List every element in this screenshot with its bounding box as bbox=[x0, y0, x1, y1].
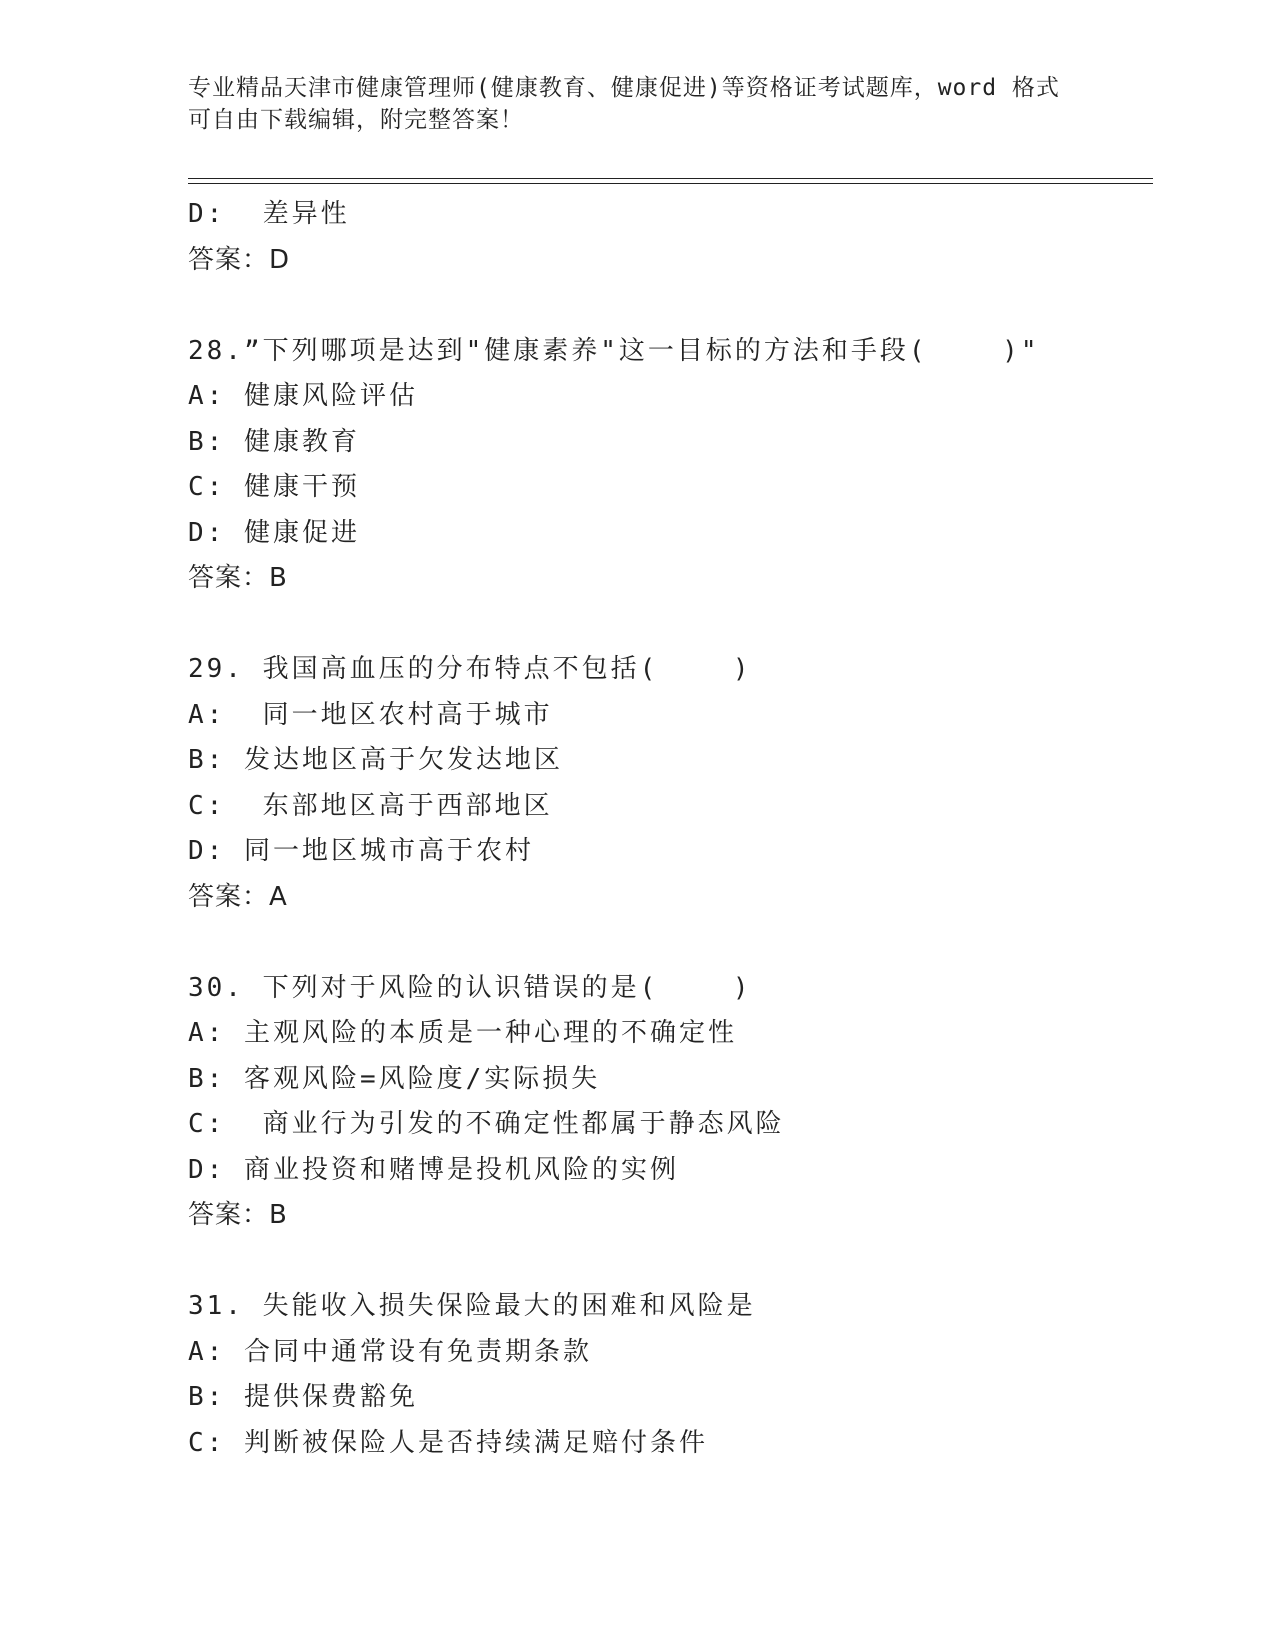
option-c: C: 商业行为引发的不确定性都属于静态风险 bbox=[188, 1109, 785, 1139]
option-d: D: 同一地区城市高于农村 bbox=[188, 836, 534, 866]
answer-line: 答案：B bbox=[188, 1200, 288, 1230]
header-line-2: 可自由下载编辑，附完整答案！ bbox=[188, 107, 524, 133]
answer-line: 答案：A bbox=[188, 881, 288, 912]
spacer bbox=[188, 602, 1148, 648]
option-b: B: 客观风险=风险度/实际损失 bbox=[188, 1063, 601, 1094]
document-header bbox=[188, 72, 1088, 136]
spacer bbox=[188, 1239, 1148, 1285]
option-a: A: 同一地区农村高于城市 bbox=[188, 699, 553, 730]
option-d: D: 差异性 bbox=[188, 199, 350, 229]
question-31 bbox=[188, 1284, 1148, 1466]
header-line-1: 专业精品天津市健康管理师(健康教育、健康促进)等资格证考试题库，word 格式 bbox=[188, 75, 1060, 101]
option-c: C: 东部地区高于西部地区 bbox=[188, 790, 553, 821]
option-b: B: 提供保费豁免 bbox=[188, 1382, 418, 1412]
option-c: C: 判断被保险人是否持续满足赔付条件 bbox=[188, 1427, 708, 1458]
option-d: D: 商业投资和赌博是投机风险的实例 bbox=[188, 1154, 679, 1185]
answer-line: 答案：D bbox=[188, 244, 291, 275]
question-stem: 28.”下列哪项是达到"健康素养"这一目标的方法和手段( )" bbox=[188, 335, 1040, 366]
spacer bbox=[188, 283, 1148, 329]
option-a: A: 健康风险评估 bbox=[188, 381, 418, 411]
spacer bbox=[188, 920, 1148, 966]
answer-line: 答案：B bbox=[188, 563, 288, 593]
question-stem: 31. 失能收入损失保险最大的困难和风险是 bbox=[188, 1291, 756, 1321]
question-list bbox=[188, 192, 1148, 1466]
option-b: B: 健康教育 bbox=[188, 426, 360, 457]
option-a: A: 合同中通常设有免责期条款 bbox=[188, 1336, 592, 1367]
option-a: A: 主观风险的本质是一种心理的不确定性 bbox=[188, 1018, 737, 1048]
header-rule-top bbox=[188, 178, 1153, 179]
header-rule-bottom bbox=[188, 183, 1153, 184]
question-stem: 29. 我国高血压的分布特点不包括( ) bbox=[188, 654, 752, 684]
question-29 bbox=[188, 647, 1148, 920]
option-b: B: 发达地区高于欠发达地区 bbox=[188, 745, 563, 775]
option-c: C: 健康干预 bbox=[188, 472, 360, 502]
question-30 bbox=[188, 966, 1148, 1239]
option-d: D: 健康促进 bbox=[188, 517, 360, 548]
question-28 bbox=[188, 329, 1148, 602]
question-stem: 30. 下列对于风险的认识错误的是( ) bbox=[188, 972, 752, 1003]
